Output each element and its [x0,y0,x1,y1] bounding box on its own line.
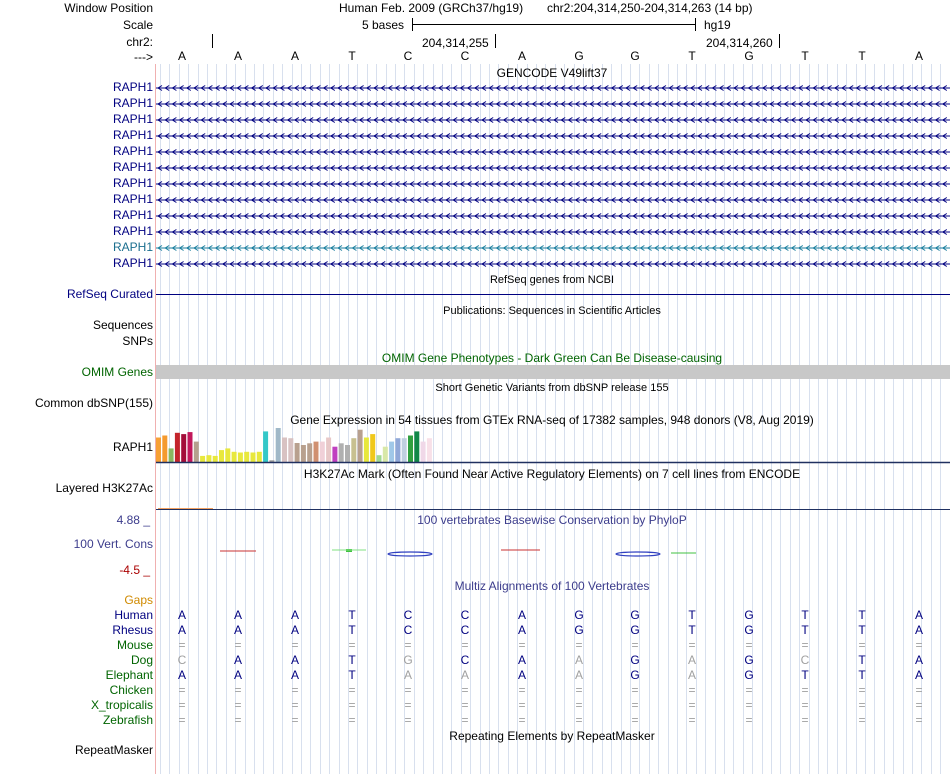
alignment-base: = [858,713,866,727]
base-letter: C [403,49,413,63]
alignment-base: C [403,623,413,637]
species-label[interactable]: Dog [130,653,153,667]
sequences-label[interactable]: Sequences [92,318,153,332]
alignment-base: A [914,623,923,637]
gtex-tissue-bar[interactable] [358,430,363,462]
alignment-base: = [631,698,639,712]
alignment-base: C [177,653,187,667]
alignment-base: A [403,668,412,682]
alignment-base: A [233,623,242,637]
gencode-transcript-label[interactable]: RAPH1 [112,144,153,158]
repeatmasker-label[interactable]: RepeatMasker [74,743,153,757]
alignment-base: T [858,608,866,622]
gtex-tissue-bar[interactable] [332,447,337,462]
gencode-transcript-line[interactable] [156,180,950,188]
alignment-base: = [461,683,469,697]
gtex-tissue-bar[interactable] [351,438,356,462]
alignment-base: = [291,713,299,727]
alignment-base: = [404,683,412,697]
gtex-tissue-bar[interactable] [232,452,237,462]
alignment-base: T [688,623,696,637]
gtex-tissue-bar[interactable] [181,434,186,462]
alignment-base: A [517,623,526,637]
alignment-base: G [744,623,754,637]
gtex-tissue-bar[interactable] [263,431,268,462]
base-letter: A [290,49,299,63]
phylop-min: -4.5 _ [119,563,150,577]
alignment-base: = [745,698,753,712]
gencode-transcript-line[interactable] [156,260,950,268]
gencode-transcript-label[interactable]: RAPH1 [112,224,153,238]
alignment-base: C [403,608,413,622]
alignment-base: A [233,653,242,667]
alignment-base: = [688,683,696,697]
base-letter: A [914,49,923,63]
alignment-base: = [291,683,299,697]
gaps-label[interactable]: Gaps [124,593,153,607]
gtex-tissue-bar[interactable] [307,443,312,462]
gtex-tissue-bar[interactable] [188,432,193,462]
gtex-tissue-bar[interactable] [206,455,211,462]
gencode-transcript-label[interactable]: RAPH1 [112,112,153,126]
gtex-tissue-bar[interactable] [326,438,331,463]
alignment-base: A [914,668,923,682]
gencode-transcript-line[interactable] [156,164,950,172]
gtex-tissue-bar[interactable] [395,438,400,462]
alignment-base: A [517,668,526,682]
alignment-base: = [461,713,469,727]
alignment-base: = [518,698,526,712]
assembly-name: Human Feb. 2009 (GRCh37/hg19) [339,1,524,15]
base-letter: C [460,49,470,63]
alignment-base: G [630,608,640,622]
base-letter: T [688,49,696,63]
gtex-tissue-bar[interactable] [238,453,243,463]
alignment-base: C [800,653,810,667]
chrom-label: chr2: [126,35,153,49]
alignment-base: T [348,608,356,622]
alignment-base: A [177,623,186,637]
base-letter: T [801,49,809,63]
alignment-base: = [688,698,696,712]
alignment-base: G [574,608,584,622]
multiz-title: Multiz Alignments of 100 Vertebrates [454,579,650,593]
gtex-chart[interactable] [156,428,950,464]
alignment-base: = [348,713,356,727]
gtex-tissue-bar[interactable] [269,460,274,462]
coord-label-2: 204,314,260 [706,36,773,50]
gencode-transcript-line[interactable] [156,84,950,92]
dbsnp-label[interactable]: Common dbSNP(155) [34,396,153,410]
gencode-transcript-line[interactable] [156,244,950,252]
species-label[interactable]: Human [114,608,153,622]
alignment-base: = [234,683,242,697]
species-label[interactable]: X_tropicalis [90,698,153,712]
gencode-transcript-label[interactable]: RAPH1 [112,240,153,254]
alignment-base: = [178,683,186,697]
gtex-tissue-bar[interactable] [257,452,262,462]
publications-title: Publications: Sequences in Scientific Articles [443,305,661,317]
dbsnp-title: Short Genetic Variants from dbSNP release 155 [435,382,669,394]
gtex-tissue-bar[interactable] [370,434,375,462]
gtex-tissue-bar[interactable] [402,438,407,462]
alignment-base: A [233,668,242,682]
alignment-base: = [801,683,809,697]
alignment-base: G [744,668,754,682]
gtex-label[interactable]: RAPH1 [112,440,153,454]
gtex-tissue-bar[interactable] [169,448,174,462]
base-letter: T [858,49,866,63]
gtex-tissue-bar[interactable] [225,448,230,462]
alignment-base: A [290,653,299,667]
alignment-base: = [858,638,866,652]
gtex-tissue-bar[interactable] [320,442,325,462]
alignment-base: = [518,713,526,727]
h3k27ac-label[interactable]: Layered H3K27Ac [55,481,153,495]
alignment-base: T [858,653,866,667]
phylop-max: 4.88 _ [116,513,150,527]
alignment-base: T [858,668,866,682]
gencode-transcript-label[interactable]: RAPH1 [112,128,153,142]
gtex-tissue-bar[interactable] [295,443,300,462]
alignment-base: G [630,668,640,682]
gencode-transcript-label[interactable]: RAPH1 [112,96,153,110]
window-position: chr2:204,314,250-204,314,263 (14 bp) [547,1,753,15]
alignment-base: = [234,698,242,712]
alignment-base: C [460,608,470,622]
alignment-base: A [687,653,696,667]
alignment-base: C [460,653,470,667]
phylop-label[interactable]: 100 Vert. Cons [73,537,153,551]
alignment-base: = [404,713,412,727]
gtex-tissue-bar[interactable] [427,438,432,462]
alignment-base: = [404,638,412,652]
alignment-base: T [858,623,866,637]
alignment-base: T [688,608,696,622]
gtex-tissue-bar[interactable] [213,456,218,462]
alignment-base: = [518,638,526,652]
base-letter: A [517,49,526,63]
gencode-transcript-line[interactable] [156,148,950,156]
alignment-base: G [744,608,754,622]
gtex-tissue-bar[interactable] [345,445,350,462]
base-letter: A [177,49,186,63]
alignment-base: = [461,638,469,652]
gencode-transcript-line[interactable] [156,212,950,220]
gtex-title: Gene Expression in 54 tissues from GTEx RNA-seq of 17382 samples, 948 donors (V8, Aug 2019) [290,413,814,427]
alignment-base: = [915,638,923,652]
alignment-base: G [574,623,584,637]
gtex-tissue-bar[interactable] [288,438,293,462]
alignment-base: = [575,683,583,697]
alignment-base: A [574,653,583,667]
omim-title: OMIM Gene Phenotypes - Dark Green Can Be Disease-causing [381,351,723,365]
base-letter: G [744,49,754,63]
phylop-plot[interactable] [156,540,950,564]
alignment-base: = [915,713,923,727]
alignment-base: = [178,638,186,652]
alignment-base: = [858,683,866,697]
alignment-base: A [687,668,696,682]
alignment-base: = [348,638,356,652]
alignment-base: = [404,698,412,712]
alignment-base: A [290,623,299,637]
alignment-base: = [575,698,583,712]
alignment-base: C [460,623,470,637]
alignment-base: T [348,623,356,637]
alignment-base: T [801,608,809,622]
alignment-base: G [630,653,640,667]
alignment-base: A [914,608,923,622]
alignment-base: = [518,683,526,697]
species-label[interactable]: Chicken [109,683,153,697]
alignment-base: A [517,653,526,667]
alignment-base: A [177,668,186,682]
alignment-base: = [801,698,809,712]
alignment-base: A [460,668,469,682]
gtex-tissue-bar[interactable] [156,438,161,463]
gtex-tissue-bar[interactable] [339,443,344,462]
alignment-base: = [348,698,356,712]
gencode-transcript-label[interactable]: RAPH1 [112,176,153,190]
alignment-base: = [745,638,753,652]
alignment-base: = [291,698,299,712]
scale-text: 5 bases [362,18,405,32]
species-label[interactable]: Zebrafish [102,713,153,727]
gencode-transcript-label[interactable]: RAPH1 [112,192,153,206]
base-letter: T [348,49,356,63]
alignment-base: = [915,698,923,712]
alignment-base: T [348,668,356,682]
db-name: hg19 [704,18,731,32]
h3k27ac-title: H3K27Ac Mark (Often Found Near Active Regulatory Elements) on 7 cell lines from ENCODE [303,467,801,481]
alignment-base: G [630,623,640,637]
alignment-base: = [575,638,583,652]
gtex-tissue-bar[interactable] [282,438,287,463]
alignment-base: A [914,653,923,667]
alignment-base: = [348,683,356,697]
gtex-tissue-bar[interactable] [162,436,167,463]
alignment-base: = [234,638,242,652]
base-letter: G [630,49,640,63]
species-label[interactable]: Elephant [105,668,153,682]
alignment-base: T [801,623,809,637]
gtex-tissue-bar[interactable] [244,452,249,462]
alignment-base: = [631,638,639,652]
alignment-base: A [233,608,242,622]
omim-gene-bar[interactable] [156,365,950,379]
repeatmasker-title: Repeating Elements by RepeatMasker [449,729,655,743]
gtex-tissue-bar[interactable] [383,447,388,462]
gencode-transcript-line[interactable] [156,116,950,124]
refseq-title: RefSeq genes from NCBI [489,274,615,286]
gtex-tissue-bar[interactable] [414,431,419,462]
gtex-tissue-bar[interactable] [377,455,382,462]
h3k27ac-baseline [156,509,950,510]
alignment-base: = [745,683,753,697]
alignment-base: A [177,608,186,622]
species-label[interactable]: Rhesus [112,623,153,637]
alignment-base: = [858,698,866,712]
gencode-transcript-line[interactable] [156,100,950,108]
gencode-transcript-label[interactable]: RAPH1 [112,160,153,174]
base-letter: A [233,49,242,63]
h3k27ac-signal [158,508,213,509]
alignment-base: = [915,683,923,697]
alignment-base: = [745,713,753,727]
coord-label-1: 204,314,255 [422,36,489,50]
gencode-transcript-label[interactable]: RAPH1 [112,208,153,222]
gencode-transcript-line[interactable] [156,228,950,236]
refseq-label[interactable]: RefSeq Curated [66,287,153,301]
alignment-base: = [291,638,299,652]
alignment-base: = [688,638,696,652]
alignment-base: = [631,713,639,727]
base-letter: G [574,49,584,63]
alignment-base: G [744,653,754,667]
alignment-base: = [801,638,809,652]
gtex-tissue-bar[interactable] [408,436,413,463]
gencode-transcript-line[interactable] [156,132,950,140]
alignment-base: = [461,698,469,712]
alignment-base: T [348,653,356,667]
strand-arrow-label: ---> [134,50,153,64]
alignment-base: = [234,713,242,727]
gencode-transcript-label[interactable]: RAPH1 [112,80,153,94]
scale-label: Scale [122,18,153,32]
alignment-base: T [801,668,809,682]
window-position-label: Window Position [64,1,153,15]
alignment-base: = [631,683,639,697]
gtex-tissue-bar[interactable] [219,450,224,462]
gtex-tissue-bar[interactable] [194,442,199,462]
gtex-tissue-bar[interactable] [175,433,180,462]
alignment-base: A [290,668,299,682]
omim-label[interactable]: OMIM Genes [81,365,153,379]
gtex-tissue-bar[interactable] [276,428,281,462]
refseq-gene-line[interactable] [156,294,950,295]
alignment-base: A [290,608,299,622]
gencode-transcript-label[interactable]: RAPH1 [112,256,153,270]
gtex-tissue-bar[interactable] [389,442,394,462]
alignment-base: A [574,668,583,682]
gtex-tissue-bar[interactable] [251,453,256,463]
gencode-title: GENCODE V49lift37 [496,66,608,80]
alignment-base: = [801,713,809,727]
phylop-title: 100 vertebrates Basewise Conservation by PhyloP [417,513,687,527]
gtex-tissue-bar[interactable] [301,445,306,462]
alignment-base: = [178,698,186,712]
alignment-base: = [688,713,696,727]
alignment-base: = [178,713,186,727]
gtex-tissue-bar[interactable] [421,442,426,462]
gtex-tissue-bar[interactable] [200,456,205,462]
alignment-base: G [403,653,413,667]
snps-label[interactable]: SNPs [122,334,153,348]
gencode-transcript-line[interactable] [156,196,950,204]
alignment-base: A [517,608,526,622]
alignment-base: = [575,713,583,727]
gtex-tissue-bar[interactable] [314,442,319,462]
gtex-tissue-bar[interactable] [364,438,369,463]
species-label[interactable]: Mouse [116,638,153,652]
